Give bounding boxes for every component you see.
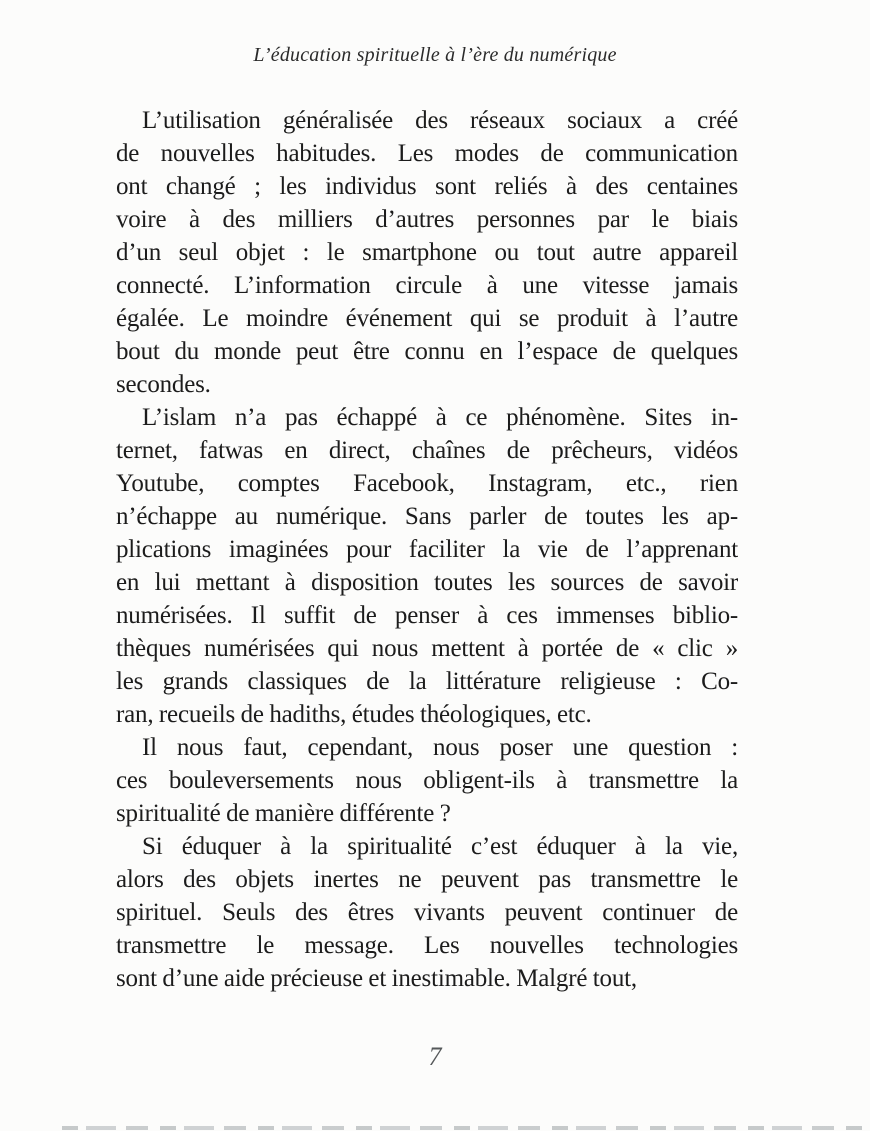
text-line: ces bouleversements nous obligent-ils à transmettre la xyxy=(116,767,738,794)
running-header: L’éducation spirituelle à l’ère du numérique xyxy=(253,44,617,66)
text-line: transmettre le message. Les nouvelles technologies xyxy=(116,932,738,959)
text-line: les grands classiques de la littérature religieuse : Co- xyxy=(116,668,738,695)
paragraph xyxy=(116,104,738,401)
paragraph xyxy=(116,830,738,995)
text-line: spiritualité de manière différente ? xyxy=(116,800,451,827)
next-page-clipped-text-artifact xyxy=(62,1126,868,1130)
text-line: Il nous faut, cependant, nous poser une question : xyxy=(142,734,738,761)
text-line: bout du monde peut être connu en l’espace de quelques xyxy=(116,338,738,365)
paragraph xyxy=(116,731,738,830)
text-line: thèques numérisées qui nous mettent à portée de « clic » xyxy=(116,635,738,662)
text-line: plications imaginées pour faciliter la vie de l’apprenant xyxy=(116,536,738,563)
text-line: L’utilisation généralisée des réseaux sociaux a créé xyxy=(142,107,738,134)
text-line: en lui mettant à disposition toutes les sources de savoir xyxy=(116,569,738,596)
text-line: voire à des milliers d’autres personnes par le biais xyxy=(116,206,738,233)
page-number: 7 xyxy=(428,1042,442,1071)
text-line: spirituel. Seuls des êtres vivants peuvent continuer de xyxy=(116,899,738,926)
text-line: secondes. xyxy=(116,371,211,398)
text-line: ont changé ; les individus sont reliés à des centaines xyxy=(116,173,738,200)
text-line: connecté. L’information circule à une vitesse jamais xyxy=(116,272,738,299)
text-line: alors des objets inertes ne peuvent pas transmettre le xyxy=(116,866,738,893)
page-body-text xyxy=(116,104,738,995)
text-line: Si éduquer à la spiritualité c’est éduquer à la vie, xyxy=(142,833,738,860)
text-line: ternet, fatwas en direct, chaînes de prêcheurs, vidéos xyxy=(116,437,738,464)
text-line: numérisées. Il suffit de penser à ces immenses biblio- xyxy=(116,602,738,629)
text-line: de nouvelles habitudes. Les modes de communication xyxy=(116,140,738,167)
paragraph xyxy=(116,401,738,731)
text-line: égalée. Le moindre événement qui se produit à l’autre xyxy=(116,305,738,332)
text-line: ran, recueils de hadiths, études théologiques, etc. xyxy=(116,701,592,728)
text-line: n’échappe au numérique. Sans parler de toutes les ap- xyxy=(116,503,738,530)
text-line: sont d’une aide précieuse et inestimable. Malgré tout, xyxy=(116,965,637,992)
text-line: Youtube, comptes Facebook, Instagram, etc., rien xyxy=(116,470,738,497)
text-line: L’islam n’a pas échappé à ce phénomène. Sites in- xyxy=(142,404,738,431)
text-line: d’un seul objet : le smartphone ou tout autre appareil xyxy=(116,239,738,266)
